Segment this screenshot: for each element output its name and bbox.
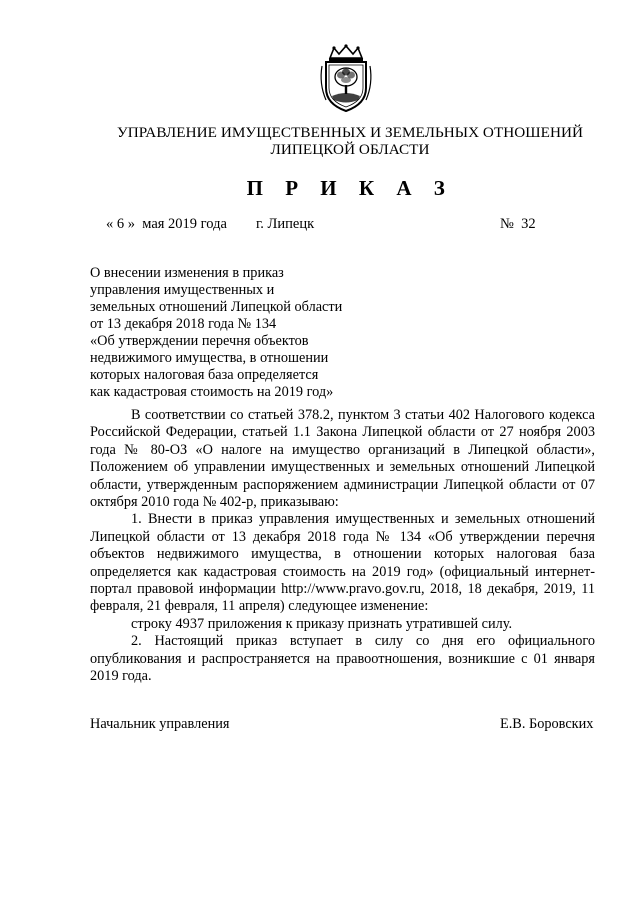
body-paragraph-item-1-change: строку 4937 приложения к приказу признать утратившей силу. <box>131 615 513 632</box>
document-type-title: П Р И К А З <box>246 176 454 200</box>
organization-name-line-1: УПРАВЛЕНИЕ ИМУЩЕСТВЕННЫХ И ЗЕМЕЛЬНЫХ ОТНОШЕНИЙ <box>116 124 584 141</box>
subject-line: земельных отношений Липецкой области <box>90 299 343 315</box>
subject-line: О внесении изменения в приказ <box>90 265 284 281</box>
subject-line: управления имущественных и <box>90 282 275 298</box>
signer-name: Е.В. Боровских <box>500 716 594 732</box>
subject-line: которых налоговая база определяется <box>90 367 319 383</box>
document-body <box>90 407 595 686</box>
organization-name-line-2: ЛИПЕЦКОЙ ОБЛАСТИ <box>270 141 430 158</box>
document-date: « 6 » мая 2019 года <box>106 216 227 232</box>
signer-position: Начальник управления <box>90 716 230 732</box>
subject-line: «Об утверждении перечня объектов <box>90 333 309 349</box>
document-city: г. Липецк <box>256 216 315 232</box>
body-paragraph-preamble: В соответствии со статьей 378.2, пунктом 3 статьи 402 Налогового кодекса Российской Федерации, статьей 1.1 Закона Липецкой области от 27 ноября 2003 года № 80-ОЗ «О налоге на имущество организаций в Липецкой области», Положением об управлении имущественных и земельных отношений Липецкой области, утвержденным распоряжением администрации Липецкой области от 07 октября 2010 года № 402-р, приказываю: <box>90 407 595 511</box>
document-number: № 32 <box>500 216 536 232</box>
document-subject <box>90 265 390 401</box>
body-paragraph-item-1: 1. Внести в приказ управления имущественных и земельных отношений Липецкой области от 13 декабря 2018 года № 134 «Об утверждении перечня объектов недвижимого имущества, в отношении которых налоговая база определяется как кадастровая стоимость на 2019 год» (официальный интернет-портал правовой информации http://www.pravo.gov.ru, 2018, 18 декабря, 2019, 11 февраля, 21 февраля, 11 апреля) следующее изменение: <box>90 511 595 615</box>
subject-line: недвижимого имущества, в отношении <box>90 350 329 366</box>
subject-line: от 13 декабря 2018 года № 134 <box>90 316 277 332</box>
coat-of-arms-icon <box>318 44 374 114</box>
body-paragraph-item-2: 2. Настоящий приказ вступает в силу со дня его официального опубликования и распространяется на правоотношения, возникшие с 01 января 2019 года. <box>90 633 595 685</box>
subject-line: как кадастровая стоимость на 2019 год» <box>90 384 334 400</box>
